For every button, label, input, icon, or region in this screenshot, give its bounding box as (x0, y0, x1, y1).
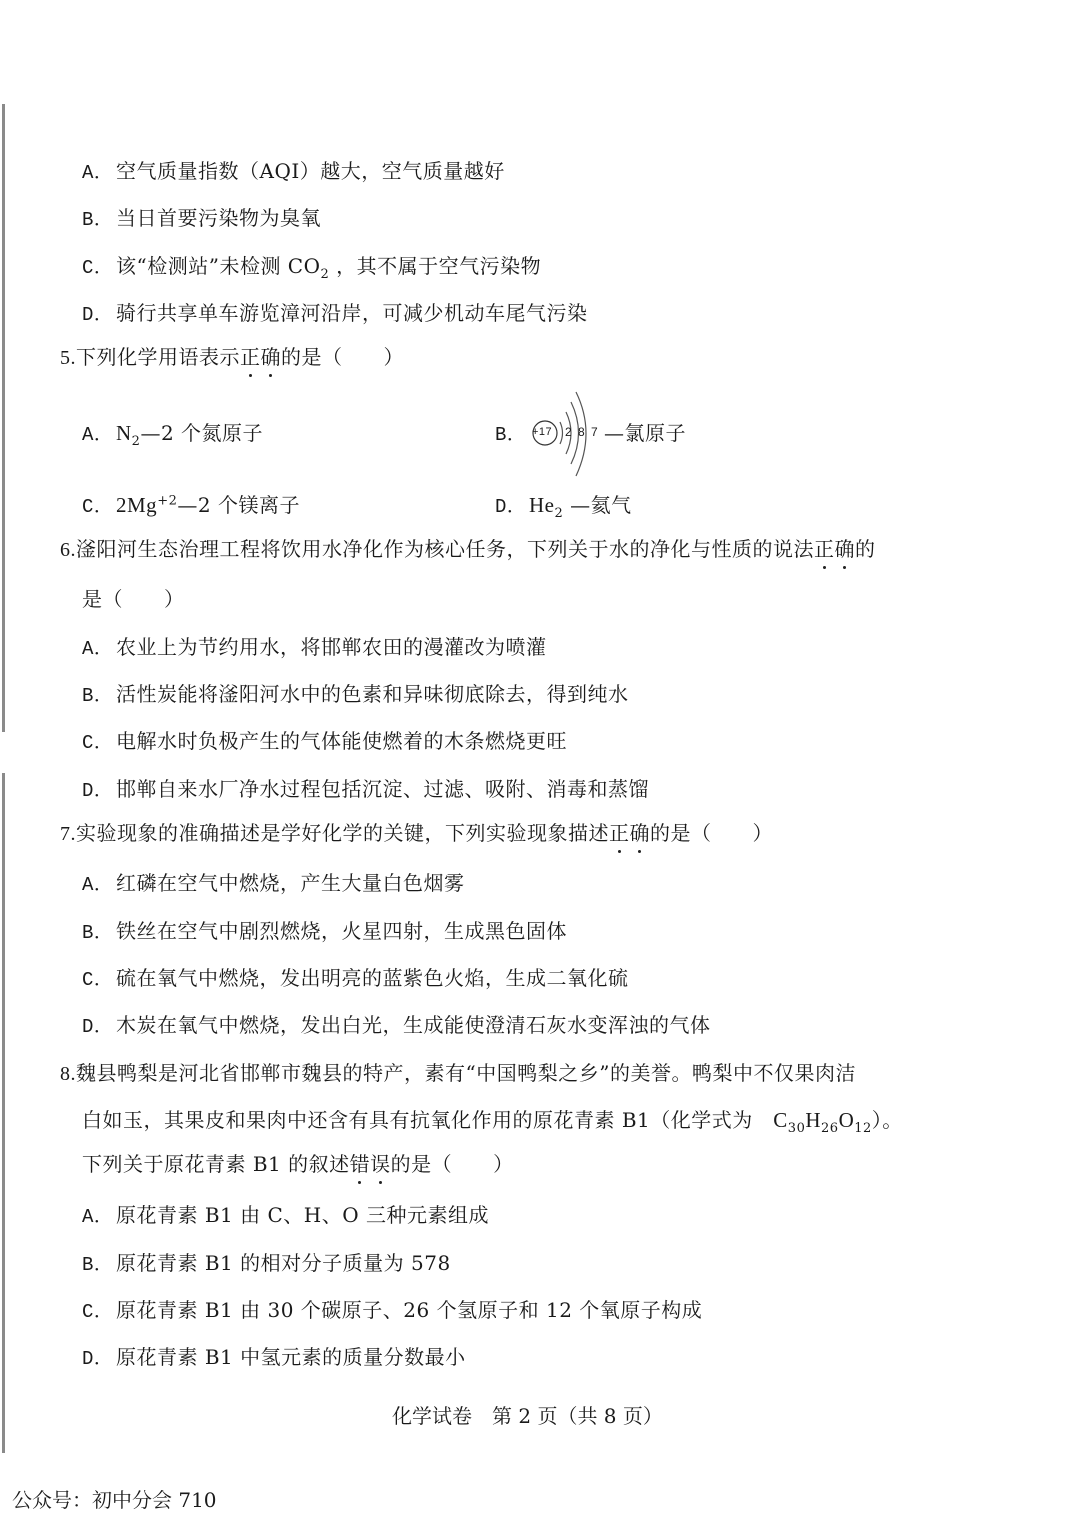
option-letter: C． (82, 257, 114, 279)
option-text: —2 个氮原子 (140, 421, 264, 445)
q7-option-a (82, 870, 465, 898)
option-letter: D． (495, 496, 527, 518)
q7-option-d (82, 1012, 711, 1040)
option-text: 电解水时负极产生的气体能使燃着的木条燃烧更旺 (116, 729, 567, 753)
stem-text: 的 (855, 537, 876, 561)
q5-option-c (82, 492, 300, 520)
q5-stem (60, 344, 404, 371)
superscript: +2 (157, 493, 178, 509)
watermark-text (12, 1487, 217, 1513)
binding-rule-bottom (2, 773, 5, 1453)
binding-rule-top (2, 104, 5, 732)
option-text: 铁丝在空气中剧烈燃烧，火星四射，生成黑色固体 (116, 919, 567, 943)
q8-stem-line3 (82, 1151, 514, 1177)
stem-text: 滏阳河生态治理工程将饮用水净化作为核心任务，下列关于水的净化与性质的说法 (76, 537, 814, 561)
subscript: 2 (131, 434, 141, 449)
option-letter: D． (82, 304, 114, 326)
q5-option-b-text (604, 420, 686, 446)
account-label: 公众号：初中分会 710 (12, 1488, 217, 1512)
option-text: 木炭在氧气中燃烧，发出白光，生成能使澄清石灰水变浑浊的气体 (116, 1013, 711, 1037)
option-text: —2 个镁离子 (177, 493, 300, 517)
stem-text: 是（ ） (82, 587, 185, 611)
formula-h: H (805, 1108, 822, 1132)
q6-option-a (82, 634, 547, 662)
emphasis-char: 错 (349, 1152, 371, 1176)
q7-option-b (82, 918, 567, 946)
shell-electron-counts: 2 8 7 (565, 425, 599, 439)
stem-text: 白如玉，其果皮和果肉中还含有具有抗氧化作用的原花青素 B1（化学式为 (82, 1108, 774, 1132)
formula: He (529, 493, 555, 517)
q8-stem-line2 (82, 1107, 903, 1136)
option-letter: C． (82, 969, 114, 991)
q7-stem (60, 820, 773, 847)
option-letter: B． (82, 1254, 114, 1276)
option-text: —氦气 (563, 493, 632, 517)
option-text: 当日首要污染物为臭氧 (116, 206, 321, 230)
emphasis-char: 正 (609, 821, 630, 845)
option-letter: A． (82, 874, 114, 896)
q8-option-d (82, 1344, 466, 1372)
emphasis-char: 确 (260, 345, 281, 369)
option-letter: C． (82, 732, 114, 754)
q4-option-b (82, 205, 321, 233)
option-letter: B． (82, 685, 114, 707)
q4-option-d (82, 300, 588, 328)
option-text: 硫在氧气中燃烧，发出明亮的蓝紫色火焰，生成二氧化硫 (116, 966, 629, 990)
q5-option-b (495, 420, 529, 448)
option-letter: C． (82, 496, 114, 518)
formula: 2Mg (116, 493, 158, 517)
option-text: 原花青素 B1 的相对分子质量为 578 (116, 1251, 451, 1275)
nucleus-charge: +17 (532, 426, 553, 438)
option-letter: B． (82, 209, 114, 231)
q8-option-a (82, 1202, 489, 1230)
q4-option-a (82, 158, 505, 186)
q4-option-c (82, 253, 541, 281)
page-footer (392, 1403, 663, 1429)
stem-text: 下列化学用语表示 (76, 345, 240, 369)
option-text: 原花青素 B1 由 C、H、O 三种元素组成 (116, 1203, 489, 1227)
subscript: 26 (821, 1121, 839, 1136)
q8-stem-line1 (60, 1060, 856, 1087)
subscript: 2 (320, 267, 330, 282)
formula: N (116, 421, 132, 445)
page-number-label: 化学试卷 第 2 页（共 8 页） (392, 1404, 663, 1428)
option-text: 原花青素 B1 中氢元素的质量分数最小 (116, 1345, 466, 1369)
option-text: 邯郸自来水厂净水过程包括沉淀、过滤、吸附、消毒和蒸馏 (116, 777, 649, 801)
option-letter: A． (82, 1206, 114, 1228)
q6-stem-line1 (60, 536, 876, 563)
q5-option-a (82, 420, 263, 448)
formula-c: C (773, 1108, 788, 1132)
option-letter: A． (82, 162, 114, 184)
q8-option-b (82, 1250, 451, 1278)
emphasis-char: 正 (814, 537, 835, 561)
stem-text: 魏县鸭梨是河北省邯郸市魏县的特产，素有“中国鸭梨之乡”的美誉。鸭梨中不仅果肉洁 (76, 1061, 856, 1085)
subscript: 12 (854, 1121, 872, 1136)
subscript: 30 (787, 1121, 806, 1136)
subscript: 2 (554, 506, 564, 521)
option-letter: A． (82, 638, 114, 660)
atom-nucleus-label (532, 425, 552, 439)
option-letter: B． (495, 424, 527, 446)
question-number: 5. (60, 347, 76, 369)
option-text: 原花青素 B1 由 30 个碳原子、26 个氢原子和 12 个氧原子构成 (116, 1298, 703, 1322)
question-number: 6. (60, 539, 76, 561)
option-letter: D． (82, 780, 114, 802)
q5-option-d (495, 492, 632, 520)
option-text-post: ，其不属于空气污染物 (329, 254, 542, 278)
option-text: 空气质量指数（AQI）越大，空气质量越好 (116, 159, 505, 183)
option-text: 该“检测站”未检测 CO (116, 254, 321, 278)
option-letter: C． (82, 1301, 114, 1323)
emphasis-char: 确 (834, 537, 855, 561)
option-text: —氯原子 (604, 421, 686, 445)
option-letter: A． (82, 424, 114, 446)
stem-text: 实验现象的准确描述是学好化学的关键，下列实验现象描述 (76, 821, 609, 845)
option-text: 红磷在空气中燃烧，产生大量白色烟雾 (116, 871, 465, 895)
atom-shell-electrons (565, 424, 598, 440)
stem-text: ）。 (871, 1108, 903, 1132)
emphasis-char: 误 (370, 1152, 391, 1176)
emphasis-char: 确 (629, 821, 650, 845)
q7-option-c (82, 965, 629, 993)
stem-text: 的是（ ） (390, 1152, 514, 1176)
option-text: 活性炭能将滏阳河水中的色素和异味彻底除去，得到纯水 (116, 682, 629, 706)
option-text: 骑行共享单车游览漳河沿岸，可减少机动车尾气污染 (116, 301, 588, 325)
q6-option-b (82, 681, 629, 709)
option-letter: D． (82, 1348, 114, 1370)
q6-option-d (82, 776, 649, 804)
stem-text: 的是（ ） (650, 821, 773, 845)
option-letter: B． (82, 922, 114, 944)
q6-option-c (82, 728, 567, 756)
emphasis-char: 正 (240, 345, 261, 369)
q8-option-c (82, 1297, 702, 1325)
q6-stem-line2 (82, 586, 185, 612)
stem-text: 的是（ ） (281, 345, 404, 369)
question-number: 7. (60, 823, 76, 845)
question-number: 8. (60, 1063, 76, 1085)
stem-text: 下列关于原花青素 B1 的叙述 (82, 1152, 350, 1176)
formula-o: O (838, 1108, 855, 1132)
option-text: 农业上为节约用水，将邯郸农田的漫灌改为喷灌 (116, 635, 547, 659)
option-letter: D． (82, 1016, 114, 1038)
